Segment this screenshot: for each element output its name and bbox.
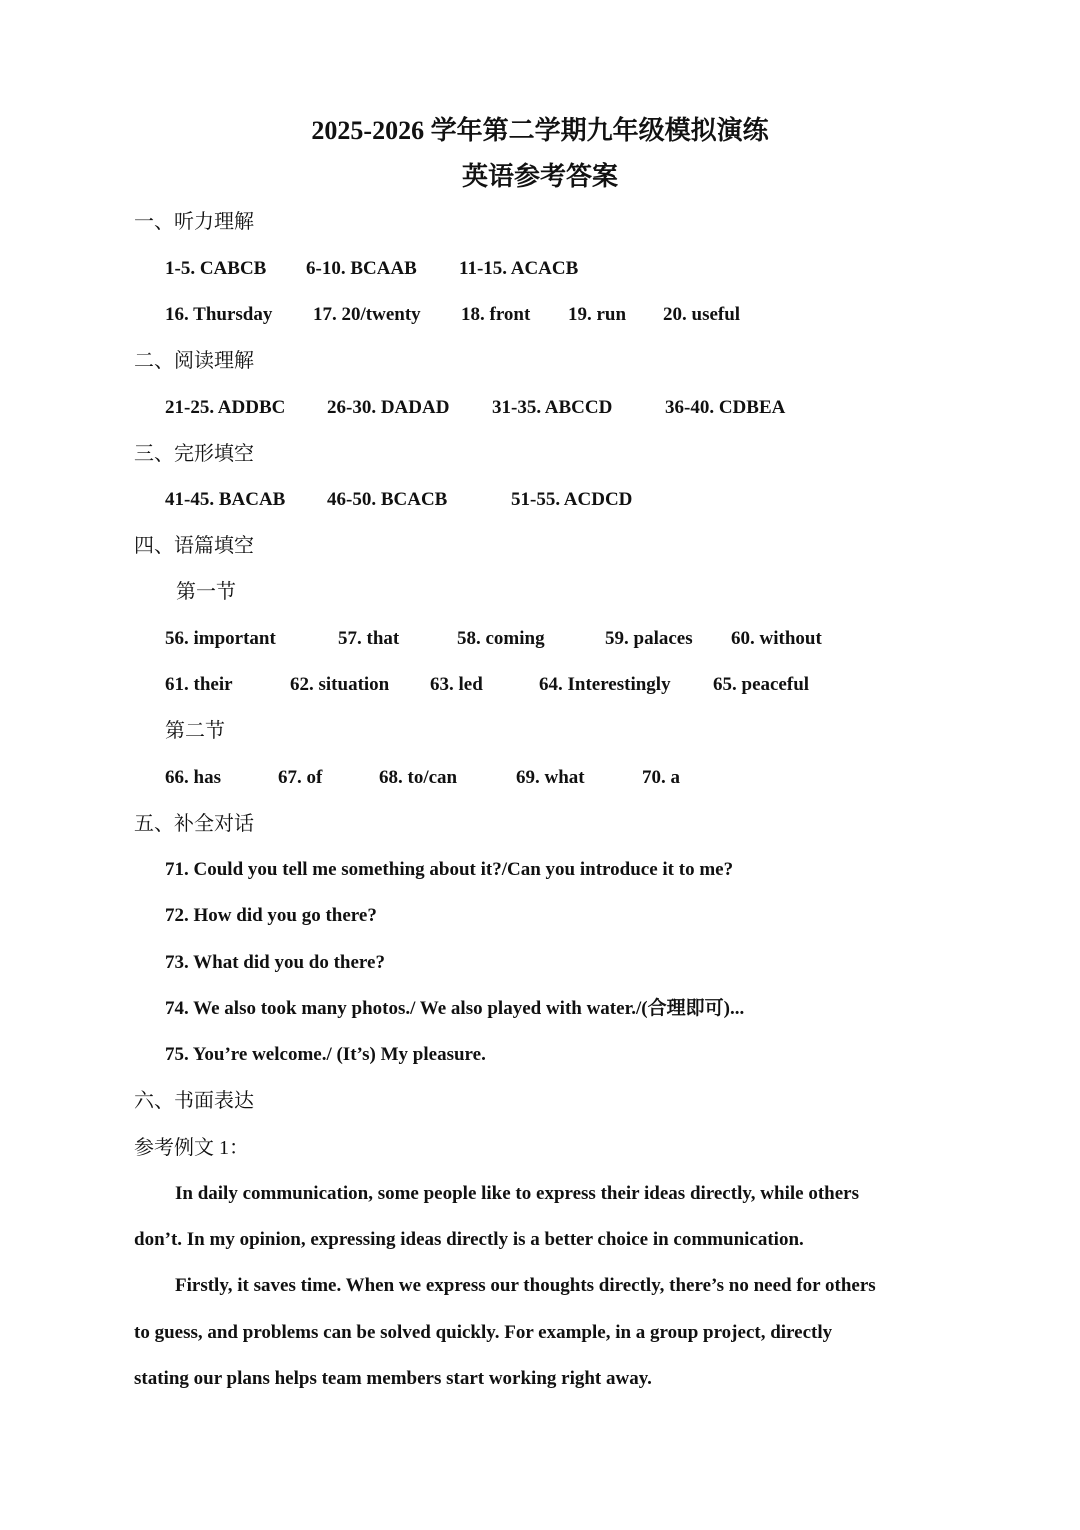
passage-row-1 [0,623,1080,655]
answer-item: 18. front [461,304,531,325]
dialogue-line [0,993,1080,1025]
dialogue-line [0,900,1080,932]
answer-item: 11-15. ACACB [459,258,579,279]
answer-item: 64. Interestingly [539,674,671,695]
passage-row-3 [0,762,1080,794]
answer-item: 70. a [642,767,680,788]
dialogue-line [0,854,1080,886]
section-heading-dialogue: 五、补全对话 [134,813,254,835]
listening-row-1 [0,253,1080,285]
answer-item: 16. Thursday [165,304,273,325]
essay-line: In daily communication, some people like to express their ideas directly, while others [175,1183,859,1204]
answer-item: 66. has [165,767,221,788]
answer-item: 65. peaceful [713,674,810,695]
section-heading-reading: 二、阅读理解 [134,350,254,372]
answer-item: 51-55. ACDCD [511,489,633,510]
answer-item: 63. led [430,674,483,695]
part-label-1: 第一节 [176,581,236,603]
answer-item: 1-5. CABCB [165,258,267,279]
answer-item: 74. We also took many photos./ We also played with water./(合理即可)... [165,998,745,1019]
answer-item: 17. 20/twenty [313,304,421,325]
answer-item: 59. palaces [605,628,693,649]
answer-item: 26-30. DADAD [327,397,450,418]
answer-item: 41-45. BACAB [165,489,286,510]
answer-item: 36-40. CDBEA [665,397,786,418]
answer-item: 67. of [278,767,323,788]
section-heading-cloze: 三、完形填空 [134,443,254,465]
answer-item: 62. situation [290,674,390,695]
dialogue-line [0,1039,1080,1071]
answer-item: 57. that [338,628,400,649]
cloze-row-1 [0,484,1080,516]
section-heading-listening: 一、听力理解 [134,211,254,233]
answer-item: 56. important [165,628,276,649]
answer-item: 58. coming [457,628,545,649]
answer-item: 6-10. BCAAB [306,258,417,279]
answer-item: 72. How did you go there? [165,905,377,926]
answer-item: 61. their [165,674,233,695]
section-heading-passage: 四、语篇填空 [134,535,254,557]
answer-item: 21-25. ADDBC [165,397,286,418]
essay-line: stating our plans helps team members start working right away. [134,1368,652,1389]
essay-line: don’t. In my opinion, expressing ideas directly is a better choice in communication. [134,1229,804,1250]
listening-row-2 [0,299,1080,331]
answer-item: 68. to/can [379,767,458,788]
answer-item: 60. without [731,628,822,649]
page-subtitle: 英语参考答案 [461,162,618,191]
section-heading-writing: 六、书面表达 [134,1090,254,1112]
answer-item: 19. run [568,304,627,325]
essay-line: Firstly, it saves time. When we express our thoughts directly, there’s no need for others [175,1275,876,1296]
reading-row-1 [0,392,1080,424]
part-label-2: 第二节 [165,720,225,742]
answer-item: 69. what [516,767,585,788]
answer-item: 46-50. BCACB [327,489,448,510]
answer-item: 73. What did you do there? [165,952,385,973]
answer-item: 75. You’re welcome./ (It’s) My pleasure. [165,1044,486,1065]
sample-essay-label: 参考例文 1： [134,1137,249,1159]
answer-item: 20. useful [663,304,741,325]
page-title: 2025-2026 学年第二学期九年级模拟演练 [311,116,769,145]
dialogue-line [0,947,1080,979]
passage-row-2 [0,669,1080,701]
answer-item: 71. Could you tell me something about it?/Can you introduce it to me? [165,859,734,880]
answer-item: 31-35. ABCCD [492,397,613,418]
essay-line: to guess, and problems can be solved quickly. For example, in a group project, directly [134,1322,833,1343]
